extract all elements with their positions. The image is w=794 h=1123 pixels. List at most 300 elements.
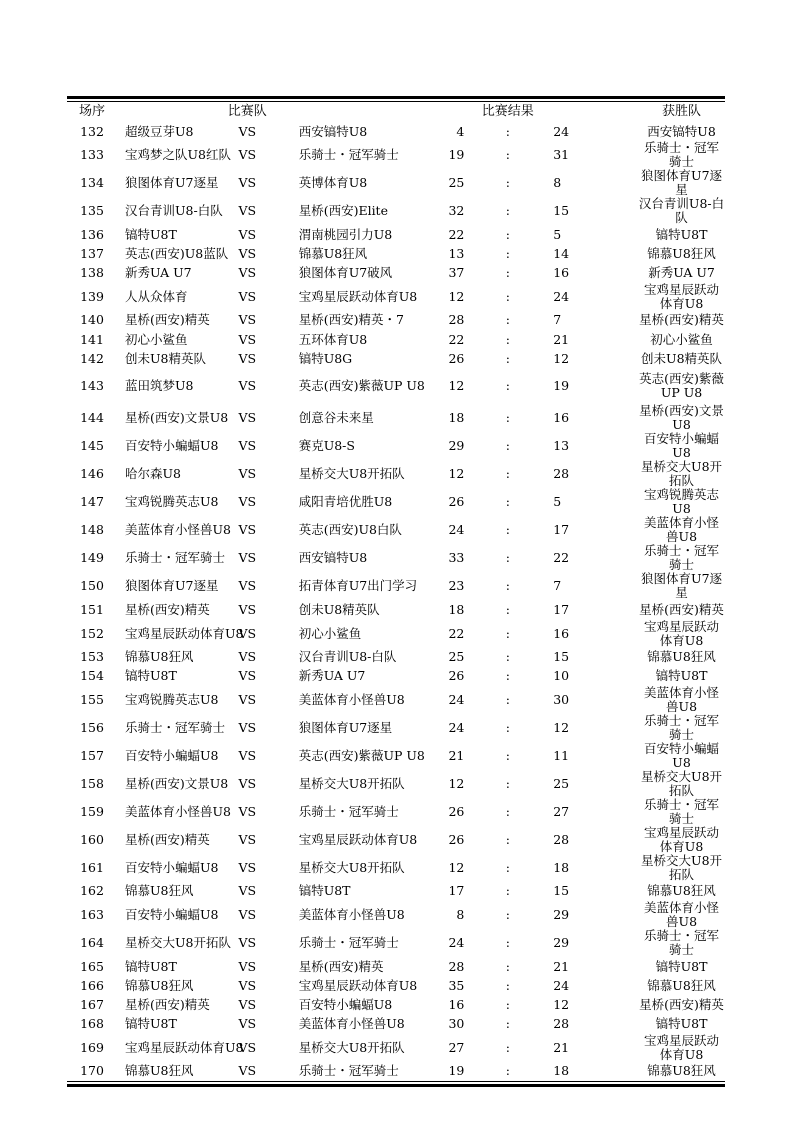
match-no: 151 [80,601,104,617]
vs-label: VS [238,1039,257,1055]
away-score: 5 [553,494,562,510]
score-separator: : [505,668,510,684]
winner-team: 宝鸡星辰跃动体育U8 [644,824,720,854]
home-score: 28 [448,958,465,974]
away-team: 渭南桃园引力U8 [298,226,393,242]
away-score: 16 [553,265,570,281]
home-score: 26 [448,350,465,366]
vs-label: VS [238,350,257,366]
table-row [67,460,725,488]
home-score: 16 [448,997,465,1013]
winner-team: 镐特U8T [655,668,708,684]
away-team: 赛克U8-S [298,438,355,454]
match-no: 142 [80,350,104,366]
home-score: 24 [448,691,465,707]
match-no: 138 [80,265,104,281]
away-score: 11 [553,747,570,763]
header-row [67,102,725,122]
away-score: 15 [553,883,570,899]
header-result: 比赛结果 [481,104,534,119]
home-team: 乐骑士・冠军骑士 [125,550,226,566]
match-no: 161 [80,859,104,875]
home-score: 29 [448,438,465,454]
winner-team: 星桥(西安)文景U8 [639,403,724,433]
away-team: 乐骑士・冠军骑士 [298,935,399,951]
home-score: 12 [448,859,465,875]
home-team: 星桥(西安)文景U8 [125,410,229,426]
table-row [67,600,725,619]
score-separator: : [505,747,510,763]
table-row [67,1015,725,1034]
winner-team: 锦慕U8狂风 [647,1063,716,1079]
table-row [67,648,725,667]
vs-label: VS [238,601,257,617]
match-no: 163 [80,907,104,923]
away-team: 乐骑士・冠军骑士 [298,803,399,819]
table-row [67,225,725,244]
home-team: 新秀UA U7 [125,265,192,281]
score-separator: : [505,601,510,617]
vs-label: VS [238,668,257,684]
home-score: 13 [448,245,465,261]
home-score: 26 [448,831,465,847]
home-score: 23 [448,578,465,594]
away-team: 新秀UA U7 [298,668,366,684]
home-team: 人从众体育 [125,288,188,304]
vs-label: VS [238,466,257,482]
score-separator: : [505,331,510,347]
score-separator: : [505,147,510,163]
match-no: 154 [80,668,104,684]
match-no: 135 [80,203,104,219]
home-team: 百安特小蝙蝠U8 [125,907,219,923]
table-row [67,311,725,330]
table-row [67,995,725,1014]
table-row [67,882,725,901]
score-separator: : [505,803,510,819]
score-separator: : [505,312,510,328]
table-row [67,798,725,826]
score-separator: : [505,378,510,394]
match-no: 132 [80,123,104,139]
match-no: 134 [80,175,104,191]
table-row [67,244,725,263]
score-separator: : [505,775,510,791]
away-score: 28 [553,831,570,847]
home-team: 宝鸡锐腾英志U8 [125,691,219,707]
home-team: 星桥(西安)文景U8 [125,775,229,791]
home-team: 百安特小蝙蝠U8 [125,859,219,875]
away-score: 14 [553,245,570,261]
winner-team: 百安特小蝙蝠U8 [644,740,720,770]
score-separator: : [505,288,510,304]
away-team: 锦慕U8狂风 [298,245,368,261]
match-no: 156 [80,719,104,735]
away-score: 12 [553,719,570,735]
vs-label: VS [238,719,257,735]
table-row [67,742,725,770]
winner-team: 宝鸡星辰跃动体育U8 [644,281,720,311]
match-no: 159 [80,803,104,819]
away-score: 29 [553,935,570,951]
score-separator: : [505,883,510,899]
winner-team: 星桥(西安)精英 [639,312,724,328]
away-score: 7 [553,578,562,594]
match-no: 170 [80,1063,104,1079]
table-row [67,330,725,349]
away-score: 8 [553,175,562,191]
vs-label: VS [238,378,257,394]
home-team: 蓝田筑梦U8 [125,378,194,394]
away-score: 24 [553,977,570,993]
score-separator: : [505,350,510,366]
table-row [67,404,725,432]
home-score: 25 [448,649,465,665]
home-team: 百安特小蝙蝠U8 [125,438,219,454]
vs-label: VS [238,203,257,219]
table-row [67,197,725,225]
match-no: 140 [80,312,104,328]
table-row [67,714,725,742]
match-no: 167 [80,997,104,1013]
vs-label: VS [238,977,257,993]
home-score: 24 [448,935,465,951]
score-separator: : [505,123,510,139]
home-team: 星桥(西安)精英 [125,601,210,617]
away-team: 初心小鲨鱼 [298,625,362,641]
vs-label: VS [238,1016,257,1032]
away-team: 创意谷未来星 [298,410,374,426]
home-score: 22 [448,226,465,242]
home-team: 星桥(西安)精英 [125,831,210,847]
home-score: 19 [448,1063,465,1079]
away-team: 创未U8精英队 [298,601,380,617]
score-separator: : [505,550,510,566]
winner-team: 锦慕U8狂风 [647,883,716,899]
results-sheet [67,96,725,1087]
vs-label: VS [238,522,257,538]
score-separator: : [505,831,510,847]
table-row [67,264,725,283]
away-team: 五环体育U8 [298,331,368,347]
away-team: 英博体育U8 [298,175,368,191]
away-score: 16 [553,625,570,641]
away-score: 17 [553,601,570,617]
winner-team: 美蓝体育小怪兽U8 [644,515,720,545]
away-score: 15 [553,203,570,219]
table-row [67,1062,725,1081]
away-team: 乐骑士・冠军骑士 [298,147,399,163]
away-team: 星桥交大U8开拓队 [298,859,405,875]
home-score: 24 [448,719,465,735]
away-team: 星桥交大U8开拓队 [298,466,405,482]
winner-team: 乐骑士・冠军骑士 [644,712,720,742]
match-no: 133 [80,147,104,163]
table-row [67,686,725,714]
home-team: 创未U8精英队 [125,350,206,366]
away-score: 17 [553,522,570,538]
vs-label: VS [238,935,257,951]
vs-label: VS [238,1063,257,1079]
winner-team: 创未U8精英队 [641,350,723,366]
away-score: 29 [553,907,570,923]
home-team: 锦慕U8狂风 [125,649,194,665]
home-team: 锦慕U8狂风 [125,1063,194,1079]
results-body [67,122,725,1081]
table-row [67,929,725,957]
away-score: 28 [553,466,570,482]
home-score: 17 [448,883,465,899]
winner-team: 乐骑士・冠军骑士 [644,543,720,573]
table-row [67,901,725,929]
home-score: 18 [448,601,465,617]
vs-label: VS [238,245,257,261]
home-score: 12 [448,378,465,394]
away-score: 7 [553,312,562,328]
away-score: 16 [553,410,570,426]
score-separator: : [505,522,510,538]
away-team: 狼图体育U7逐星 [298,719,393,735]
match-no: 165 [80,958,104,974]
vs-label: VS [238,649,257,665]
winner-team: 锦慕U8狂风 [647,977,716,993]
away-team: 星桥(西安)精英・7 [298,312,404,328]
winner-team: 汉台青训U8-白队 [638,196,725,226]
home-team: 乐骑士・冠军骑士 [125,719,226,735]
home-score: 37 [448,265,465,281]
match-no: 166 [80,977,104,993]
match-no: 164 [80,935,104,951]
home-team: 宝鸡锐腾英志U8 [125,494,219,510]
table-row [67,368,725,404]
away-score: 10 [553,668,570,684]
away-score: 21 [553,958,570,974]
home-score: 26 [448,668,465,684]
winner-team: 美蓝体育小怪兽U8 [644,684,720,714]
vs-label: VS [238,123,257,139]
table-row [67,283,725,311]
table-row [67,957,725,976]
winner-team: 锦慕U8狂风 [647,245,716,261]
winner-team: 乐骑士・冠军骑士 [644,928,720,958]
away-team: 西安镐特U8 [298,550,368,566]
home-team: 宝鸡星辰跃动体育U8 [125,625,244,641]
score-separator: : [505,1063,510,1079]
score-separator: : [505,265,510,281]
bottom-rule-thick [67,1084,725,1087]
vs-label: VS [238,803,257,819]
away-score: 24 [553,288,570,304]
away-team: 美蓝体育小怪兽U8 [298,1016,405,1032]
home-score: 32 [448,203,465,219]
home-team: 哈尔森U8 [125,466,181,482]
score-separator: : [505,226,510,242]
winner-team: 英志(西安)紫薇UP U8 [639,371,724,401]
winner-team: 狼图体育U7逐星 [641,571,723,601]
away-score: 27 [553,803,570,819]
away-score: 13 [553,438,570,454]
away-team: 狼图体育U7破风 [298,265,393,281]
home-team: 星桥(西安)精英 [125,312,210,328]
vs-label: VS [238,226,257,242]
home-score: 21 [448,747,465,763]
score-separator: : [505,691,510,707]
away-team: 拓青体育U7出门学习 [298,578,418,594]
table-row [67,544,725,572]
away-score: 30 [553,691,570,707]
winner-team: 星桥交大U8开拓队 [641,768,723,798]
score-separator: : [505,203,510,219]
home-team: 初心小鲨鱼 [125,331,188,347]
away-team: 宝鸡星辰跃动体育U8 [298,977,418,993]
home-score: 28 [448,312,465,328]
vs-label: VS [238,265,257,281]
winner-team: 狼图体育U7逐星 [641,168,723,198]
score-separator: : [505,977,510,993]
away-score: 24 [553,123,570,139]
away-score: 22 [553,550,570,566]
away-team: 镐特U8G [298,350,353,366]
score-separator: : [505,245,510,261]
match-no: 149 [80,550,104,566]
score-separator: : [505,935,510,951]
match-no: 157 [80,747,104,763]
table-row [67,667,725,686]
winner-team: 百安特小蝙蝠U8 [644,431,720,461]
winner-team: 镐特U8T [655,1016,708,1032]
score-separator: : [505,997,510,1013]
away-score: 15 [553,649,570,665]
away-team: 咸阳青培优胜U8 [298,494,393,510]
away-score: 21 [553,1039,570,1055]
table-row [67,1034,725,1062]
home-team: 百安特小蝙蝠U8 [125,747,219,763]
table-row [67,488,725,516]
score-separator: : [505,175,510,191]
score-separator: : [505,1016,510,1032]
winner-team: 新秀UA U7 [648,265,715,281]
vs-label: VS [238,147,257,163]
away-score: 18 [553,1063,570,1079]
match-no: 152 [80,625,104,641]
home-team: 镐特U8T [125,668,177,684]
vs-label: VS [238,775,257,791]
header-teams: 比赛队 [227,104,267,119]
winner-team: 镐特U8T [655,226,708,242]
score-separator: : [505,410,510,426]
winner-team: 宝鸡星辰跃动体育U8 [644,1032,720,1062]
table-row [67,826,725,854]
vs-label: VS [238,831,257,847]
winner-team: 乐骑士・冠军骑士 [644,140,720,170]
match-no: 137 [80,245,104,261]
score-separator: : [505,649,510,665]
away-score: 31 [553,147,570,163]
home-score: 26 [448,803,465,819]
score-separator: : [505,578,510,594]
match-no: 169 [80,1039,104,1055]
away-team: 美蓝体育小怪兽U8 [298,691,405,707]
home-score: 35 [448,977,465,993]
home-team: 镐特U8T [125,958,177,974]
match-no: 145 [80,438,104,454]
away-score: 28 [553,1016,570,1032]
vs-label: VS [238,747,257,763]
winner-team: 乐骑士・冠军骑士 [644,796,720,826]
winner-team: 星桥交大U8开拓队 [641,852,723,882]
home-score: 30 [448,1016,465,1032]
score-separator: : [505,438,510,454]
away-team: 英志(西安)U8白队 [298,522,402,538]
winner-team: 美蓝体育小怪兽U8 [644,900,720,930]
home-score: 12 [448,288,465,304]
table-row [67,572,725,600]
vs-label: VS [238,625,257,641]
match-no: 146 [80,466,104,482]
vs-label: VS [238,331,257,347]
match-no: 141 [80,331,104,347]
away-team: 百安特小蝙蝠U8 [298,997,393,1013]
home-score: 12 [448,775,465,791]
away-team: 宝鸡星辰跃动体育U8 [298,831,418,847]
home-score: 22 [448,625,465,641]
away-team: 镐特U8T [298,883,351,899]
home-team: 星桥(西安)精英 [125,997,210,1013]
vs-label: VS [238,438,257,454]
match-no: 143 [80,378,104,394]
table-row [67,141,725,169]
vs-label: VS [238,997,257,1013]
home-score: 25 [448,175,465,191]
table-row [67,122,725,141]
table-row [67,432,725,460]
winner-team: 宝鸡锐腾英志U8 [644,487,720,517]
score-separator: : [505,907,510,923]
home-score: 22 [448,331,465,347]
match-no: 150 [80,578,104,594]
table-row [67,770,725,798]
winner-team: 星桥(西安)精英 [639,601,724,617]
match-no: 147 [80,494,104,510]
away-score: 5 [553,226,562,242]
home-score: 27 [448,1039,465,1055]
match-no: 136 [80,226,104,242]
away-score: 12 [553,997,570,1013]
home-team: 英志(西安)U8蓝队 [125,245,229,261]
away-team: 汉台青训U8-白队 [298,649,397,665]
home-team: 狼图体育U7逐星 [125,578,219,594]
table-row [67,169,725,197]
table-row [67,854,725,882]
score-separator: : [505,958,510,974]
table-row [67,976,725,995]
score-separator: : [505,466,510,482]
score-separator: : [505,625,510,641]
away-score: 19 [553,378,570,394]
vs-label: VS [238,958,257,974]
home-score: 24 [448,522,465,538]
vs-label: VS [238,288,257,304]
vs-label: VS [238,494,257,510]
winner-team: 星桥交大U8开拓队 [641,459,723,489]
match-no: 144 [80,410,104,426]
match-no: 158 [80,775,104,791]
header-winner: 获胜队 [662,104,702,119]
winner-team: 星桥(西安)精英 [639,997,724,1013]
winner-team: 西安镐特U8 [647,123,716,139]
winner-team: 宝鸡星辰跃动体育U8 [644,618,720,648]
table-row [67,516,725,544]
